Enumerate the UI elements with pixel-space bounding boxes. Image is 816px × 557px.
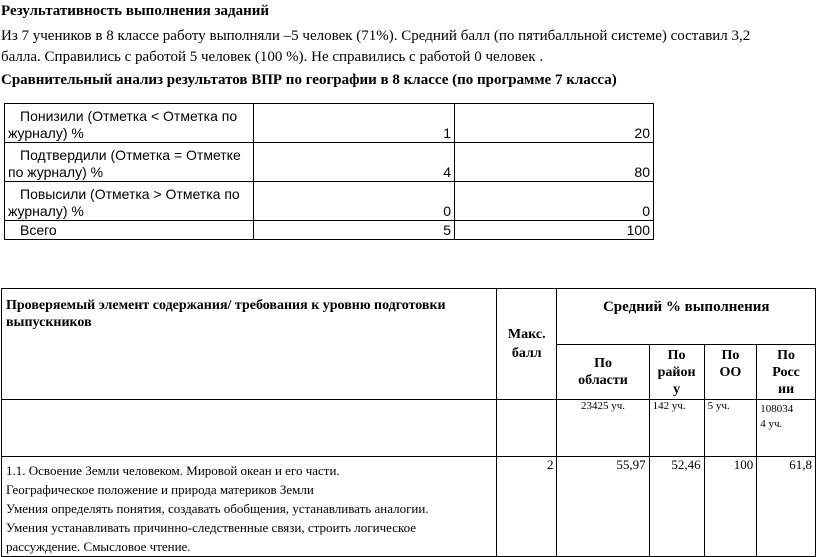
- count-russia: 108034 4 уч.: [757, 400, 816, 457]
- header-row: [2, 289, 816, 345]
- row-count: 1: [254, 104, 455, 143]
- summary-text: [1, 26, 813, 68]
- element-description: 1.1. Освоение Земли человеком. Мировой океан и его части. Географическое положение и природа материков Земли Умения определять понятия, создавать обобщения, устанавливать аналогии. Умения устанавливать причинно-следственные связи, строить логическое рассуждение. Смысловое чтение.: [2, 457, 497, 557]
- table-row: [2, 457, 816, 557]
- total-label: Всего: [5, 221, 254, 240]
- header-element: Проверяемый элемент содержания/ требования к уровню подготовки выпускников: [2, 289, 497, 400]
- row-percent: 80: [455, 143, 654, 182]
- results-table: [1, 288, 816, 557]
- comparison-table: [4, 103, 654, 240]
- percent-district: 52,46: [649, 457, 704, 557]
- row-label: Повысили (Отметка > Отметка по журналу) %: [5, 182, 254, 221]
- percent-school: 100: [704, 457, 757, 557]
- row-count: 0: [254, 182, 455, 221]
- summary-line-1: Из 7 учеников в 8 классе работу выполняли –5 человек (71%). Средний балл (по пятибалльной системе) составил 3,2: [1, 28, 751, 44]
- total-row: [5, 221, 654, 240]
- empty-cell: [2, 400, 497, 457]
- header-by-russia: По Росс ии: [757, 345, 816, 400]
- row-percent: 20: [455, 104, 654, 143]
- empty-cell: [497, 400, 557, 457]
- participants-row: [2, 400, 816, 457]
- section-title: Результативность выполнения заданий: [1, 3, 270, 19]
- count-district: 142 уч.: [649, 400, 704, 457]
- percent-russia: 61,8: [757, 457, 816, 557]
- header-by-school: По ОО: [704, 345, 757, 400]
- total-percent: 100: [455, 221, 654, 240]
- header-avg-percent: Средний % выполнения: [557, 289, 816, 345]
- count-school: 5 уч.: [704, 400, 757, 457]
- row-label: Понизили (Отметка < Отметка по журналу) %: [5, 104, 254, 143]
- row-percent: 0: [455, 182, 654, 221]
- percent-region: 55,97: [557, 457, 649, 557]
- table-row: [5, 143, 654, 182]
- table-row: [5, 182, 654, 221]
- header-max-score: Макс. балл: [497, 289, 557, 400]
- header-by-district: По район у: [649, 345, 704, 400]
- table-row: [5, 104, 654, 143]
- comparison-title: Сравнительный анализ результатов ВПР по географии в 8 классе (по программе 7 класса): [1, 72, 617, 88]
- header-by-region: По области: [557, 345, 649, 400]
- row-count: 4: [254, 143, 455, 182]
- count-region: 23425 уч.: [557, 400, 649, 457]
- summary-line-2: балла. Справились с работой 5 человек (100 %). Не справились с работой 0 человек .: [1, 49, 544, 65]
- max-score: 2: [497, 457, 557, 557]
- row-label: Подтвердили (Отметка = Отметке по журналу) %: [5, 143, 254, 182]
- total-count: 5: [254, 221, 455, 240]
